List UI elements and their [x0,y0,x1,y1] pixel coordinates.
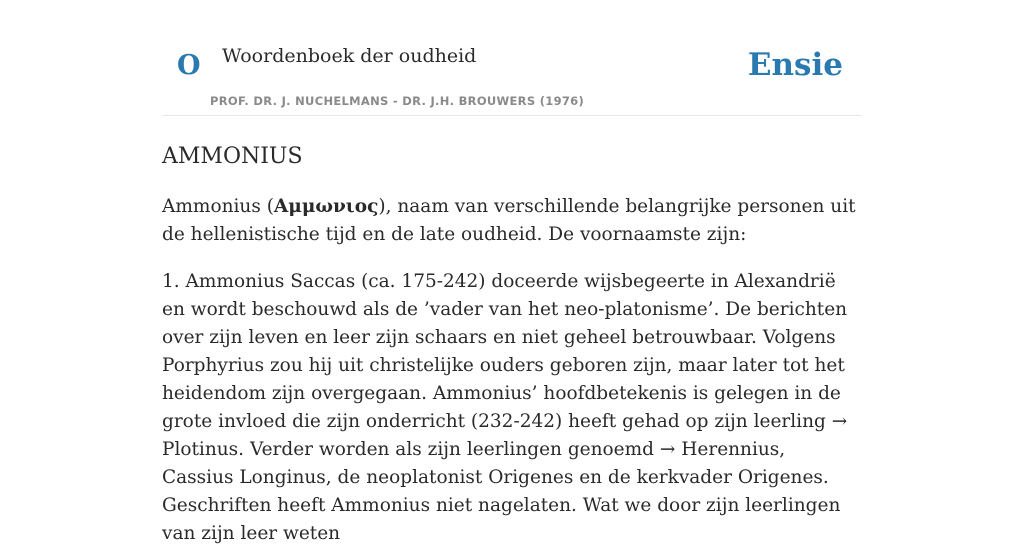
intro-text-start: Ammonius ( [162,196,274,218]
intro-text-end: ), naam van verschillende belangrijke personen uit de hellenistische tijd en de late oudheid. De voornaamste zijn: [162,196,856,246]
greek-name: Αμμωνιος [273,196,379,218]
dictionary-authors: PROF. DR. J. NUCHELMANS - DR. J.H. BROUWERS (1976) [210,94,585,108]
intro-paragraph [162,193,862,249]
item-1-paragraph [162,268,862,548]
article-page [162,0,862,548]
cross-reference-arrow: → [659,439,676,461]
entry-header [162,0,862,116]
item-1-text-b: Plotinus. Verder worden als zijn leerlingen genoemd [162,439,660,461]
cross-reference-arrow: → [831,411,848,433]
ensie-logo[interactable]: Ensie [747,47,843,83]
entry-title: AMMONIUS [162,144,303,169]
item-1-text-c: Herennius, Cassius Longinus, de neoplatonist Origenes en de kerkvader Origenes. Geschriften heeft Ammonius niet nagelaten. Wat we door zijn leerlingen van zijn leer weten [162,439,841,545]
index-letter[interactable]: O [177,50,201,81]
item-1-text-a: 1. Ammonius Saccas (ca. 175-242) doceerde wijsbegeerte in Alexandrië en wordt beschouwd als de ’vader van het neo-platonisme’. De berichten over zijn leven en leer zijn schaars en niet geheel betrouwbaar. Volgens Porphyrius zou hij uit christelijke ouders geboren zijn, maar later tot het heidendom zijn overgegaan. Ammonius’ hoofdbetekenis is gelegen in de grote invloed die zijn onderricht (232-242) heeft gehad op zijn leerling [162,271,848,433]
dictionary-title[interactable]: Woordenboek der oudheid [222,45,477,67]
